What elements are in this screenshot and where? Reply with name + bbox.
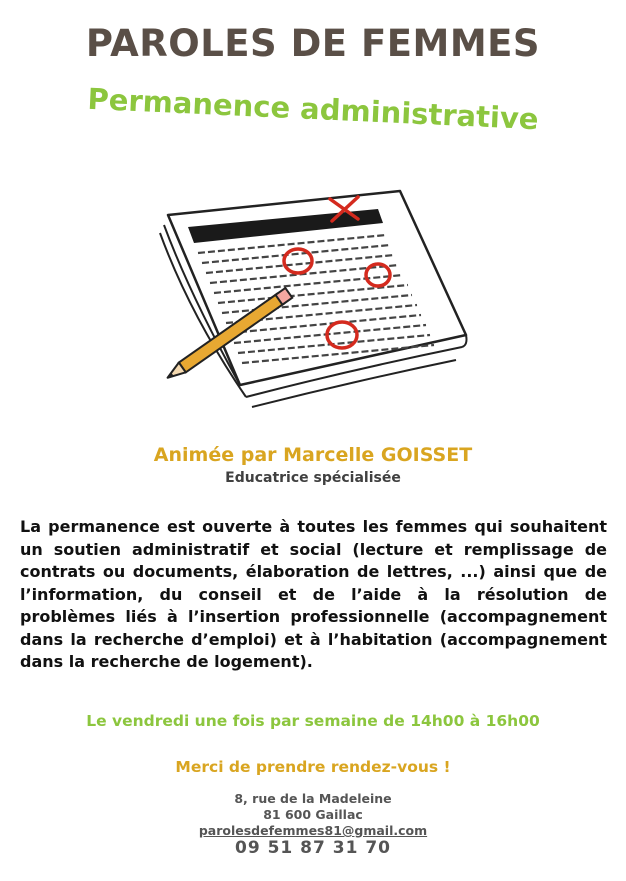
contact-address — [0, 791, 626, 839]
address-city: 81 600 Gaillac — [263, 807, 363, 822]
host-name: Animée par Marcelle GOISSET — [153, 444, 473, 466]
phone-number: 09 51 87 31 70 — [235, 838, 391, 858]
appointment-text: Merci de prendre rendez-vous ! — [175, 758, 451, 776]
email-link[interactable]: parolesdefemmes81@gmail.com — [198, 823, 428, 838]
address-street: 8, rue de la Madeleine — [234, 791, 392, 806]
page-subtitle: Permanence administrative — [86, 81, 540, 137]
page-title: PAROLES DE FEMMES — [85, 22, 541, 65]
schedule-text: Le vendredi une fois par semaine de 14h00 à 16h00 — [86, 712, 540, 730]
description-paragraph: La permanence est ouverte à toutes les femmes qui souhaitent un soutien administratif et social (lecture et remplissage de contrats ou documents, élaboration de lettres, ...) ainsi que de l’information, du conseil et de l’aide à la résolution de problèmes liés à l’insertion professionnelle (accompagnement dans la recherche d’emploi) et à l’habitation (accompagnement dans la recherche de logement). — [20, 517, 607, 671]
newspaper-with-pencil-icon — [150, 185, 480, 420]
host-role: Educatrice spécialisée — [225, 470, 401, 486]
